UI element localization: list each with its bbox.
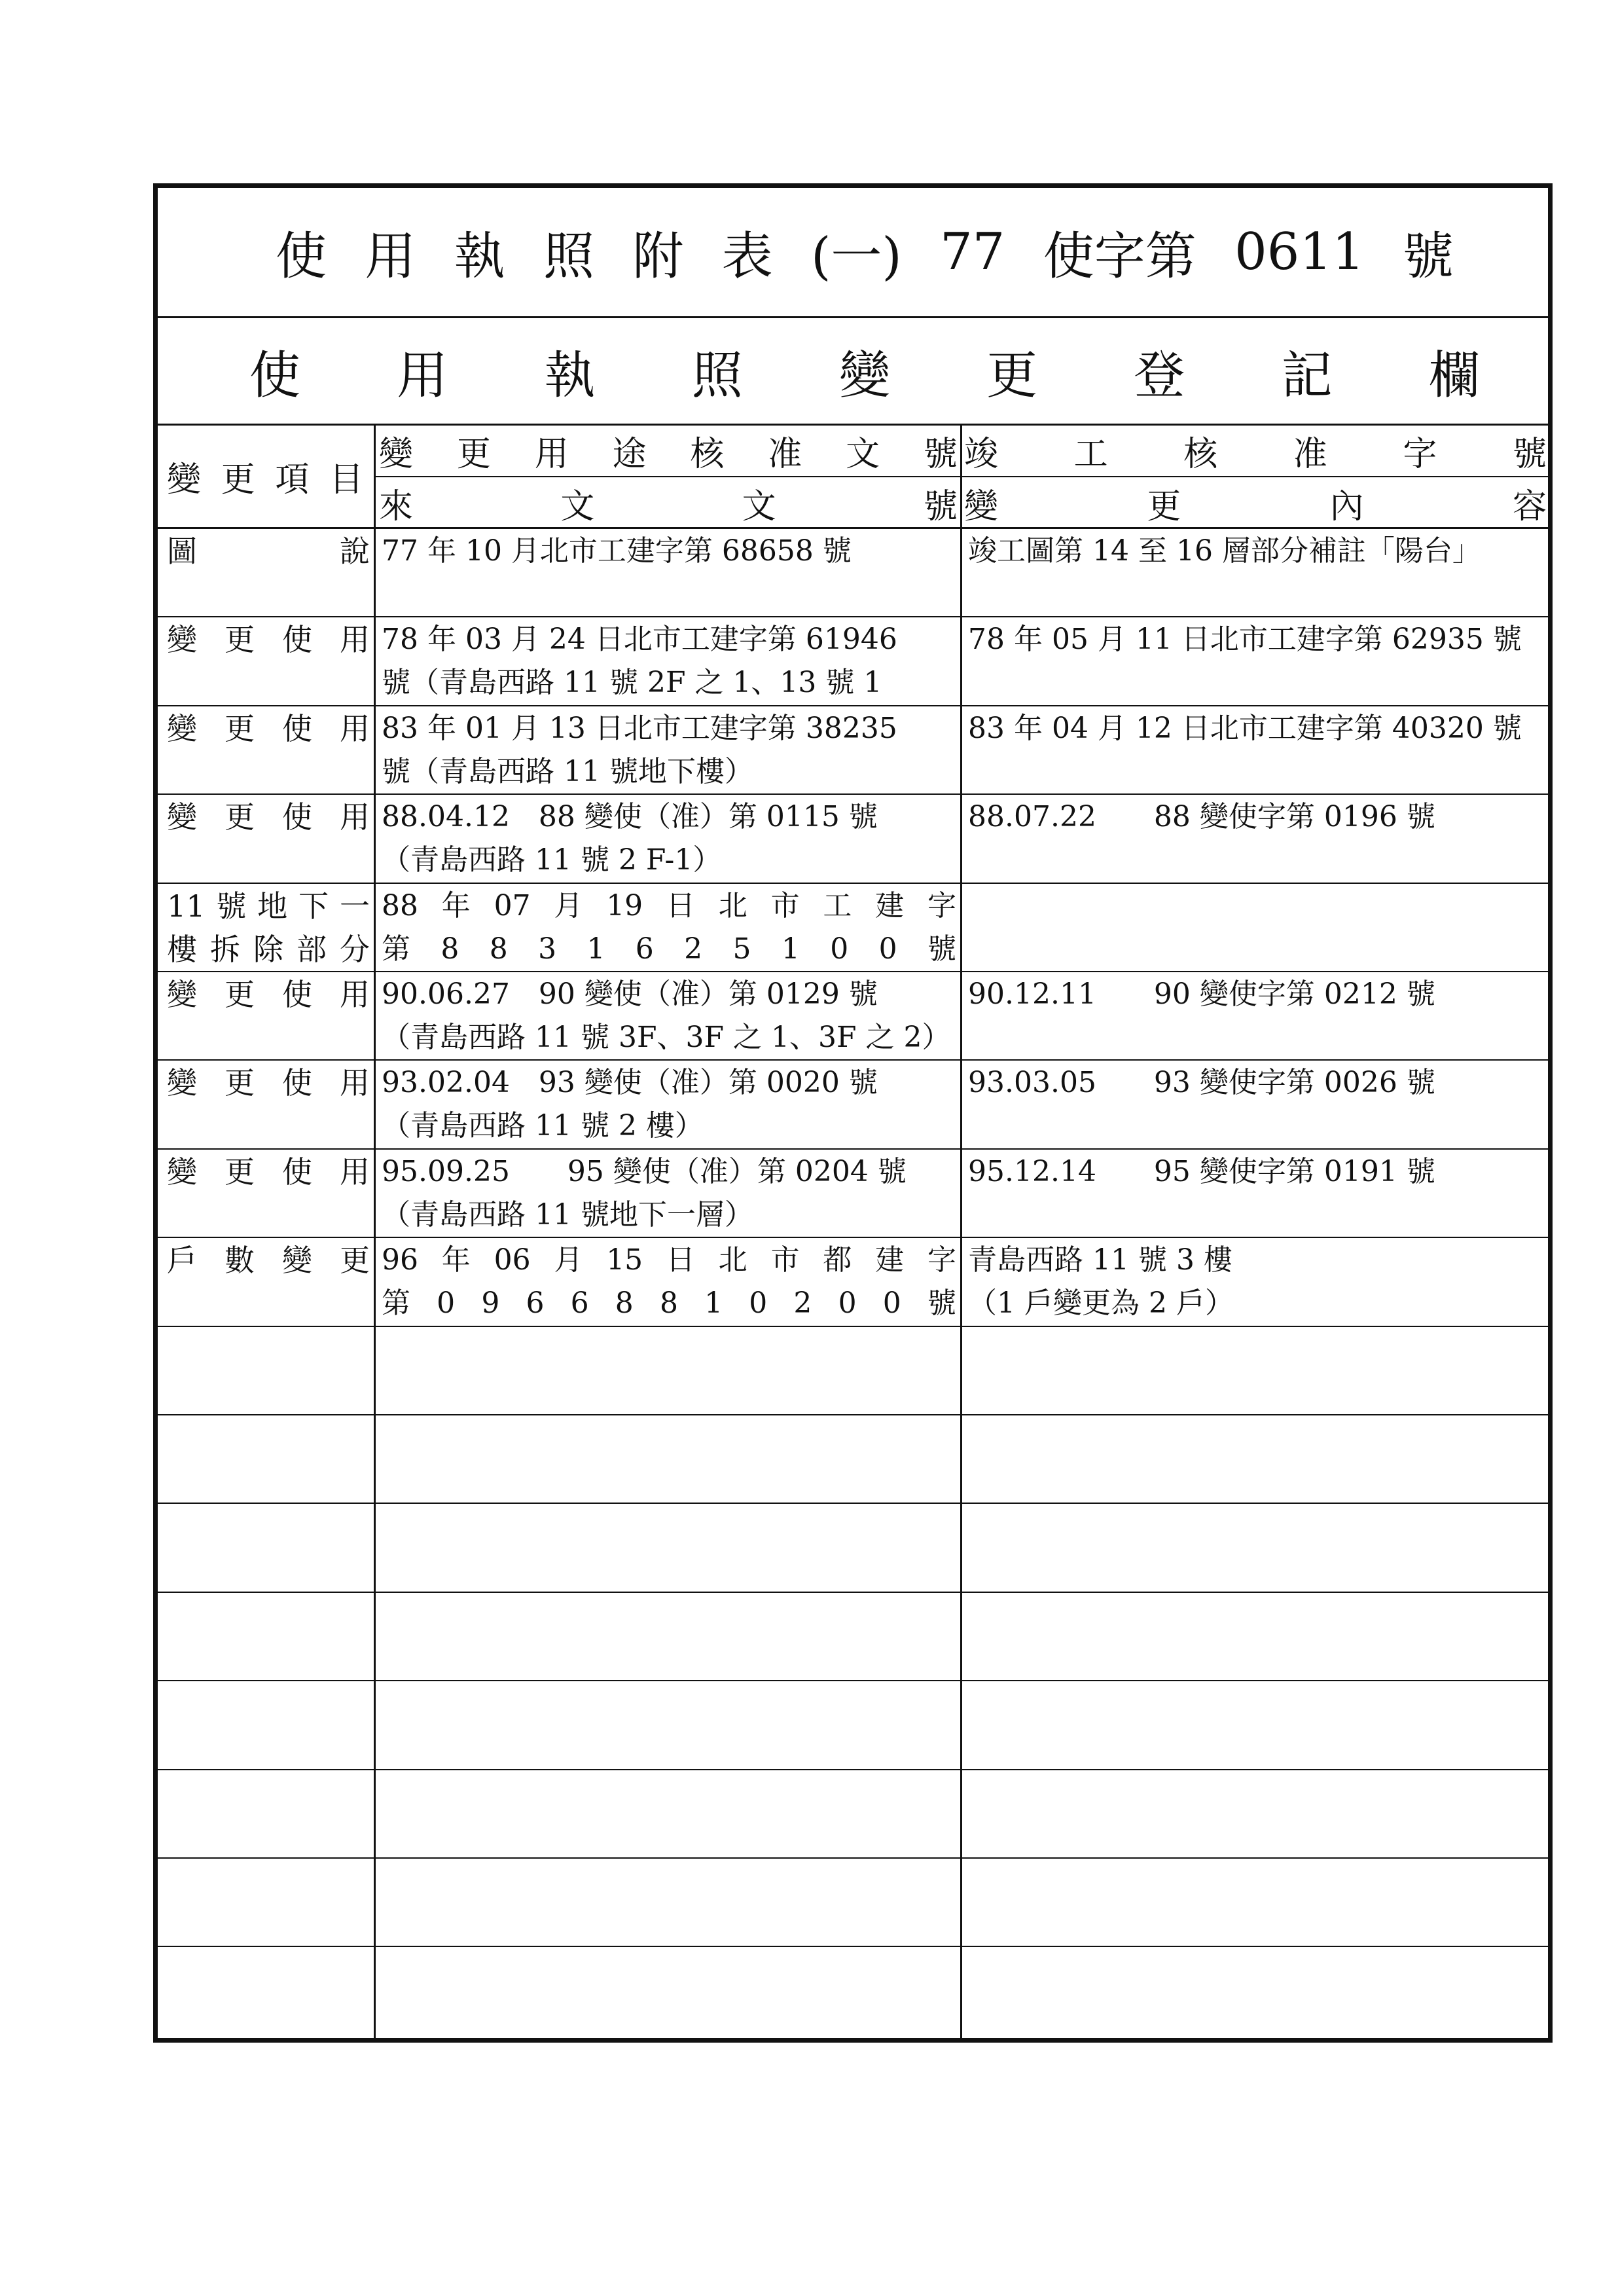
cell-text: 用 <box>340 799 370 835</box>
header-char: 途 <box>612 434 647 474</box>
cell-text: 93.02.04 93 變使（准）第 0020 號 <box>382 1066 878 1100</box>
cell-text: 年 <box>441 888 471 922</box>
cell-line <box>382 795 956 839</box>
header-char: 變 <box>167 460 202 500</box>
row-approval-doc <box>378 1948 956 2033</box>
cell-text: 變 <box>167 710 197 746</box>
cell-text: 數 <box>225 1243 255 1279</box>
cell-text: 市 <box>770 888 800 922</box>
cell-line <box>382 1282 956 1324</box>
cell-text: 6 <box>526 1286 545 1321</box>
header-char: (一) <box>810 227 902 286</box>
cell-text: 更 <box>340 1243 370 1279</box>
row-completion-content <box>964 1771 1544 1857</box>
header-char: 登 <box>1134 346 1185 405</box>
row-completion-content <box>964 530 1544 615</box>
cell-line <box>382 1104 956 1147</box>
row-approval-doc <box>378 1328 956 1413</box>
cell-line <box>968 973 1544 1016</box>
table-rule <box>960 424 962 2038</box>
header-change-content <box>964 477 1547 528</box>
row-approval-doc <box>378 884 956 970</box>
cell-text: 使 <box>282 1065 312 1101</box>
header-char: 號 <box>923 434 958 474</box>
cell-line <box>382 884 956 928</box>
cell-text: 字 <box>927 888 956 922</box>
cell-text: 戶 <box>167 1243 197 1279</box>
row-approval-doc <box>378 1682 956 1768</box>
row-change-item <box>167 1859 370 1945</box>
cell-text: 19 <box>606 888 643 922</box>
table-rule <box>158 883 1548 884</box>
cell-text: （1 戶變更為 2 戶） <box>968 1286 1234 1321</box>
table-rule <box>158 527 1548 529</box>
cell-line <box>167 884 370 928</box>
cell-line <box>382 1194 956 1236</box>
table-rule <box>158 1059 1548 1061</box>
cell-text: 字 <box>927 1243 956 1277</box>
cell-text: 77 年 10 月北市工建字第 68658 號 <box>382 534 852 568</box>
cell-text: 號 <box>927 932 956 966</box>
table-rule <box>158 424 1548 426</box>
cell-text: 15 <box>606 1243 643 1277</box>
row-change-item <box>167 795 370 881</box>
cell-line <box>382 1016 956 1059</box>
header-char: 77 <box>940 223 1005 282</box>
header-char: 欄 <box>1428 346 1480 405</box>
cell-text: （青島西路 11 號 3F、3F 之 1、3F 之 2） <box>382 1021 951 1054</box>
header-char: 號 <box>1512 434 1547 474</box>
row-approval-doc <box>378 973 956 1059</box>
cell-text: 1 <box>704 1286 723 1321</box>
row-completion-content <box>964 884 1544 970</box>
cell-text: 部 <box>297 931 327 967</box>
cell-text: 圖 <box>167 534 197 569</box>
table-rule <box>158 1680 1548 1681</box>
cell-line <box>382 973 956 1016</box>
row-completion-content <box>964 618 1544 704</box>
header-char: 記 <box>1281 346 1333 405</box>
cell-line <box>167 1239 370 1282</box>
header-char: 附 <box>632 227 684 286</box>
row-approval-doc <box>378 1594 956 1679</box>
cell-line <box>968 1061 1544 1104</box>
cell-text: 8 <box>489 932 508 966</box>
cell-line <box>167 530 370 573</box>
cell-text: 8 <box>659 1286 678 1321</box>
row-approval-doc <box>378 795 956 881</box>
cell-text: 2 <box>793 1286 812 1321</box>
cell-line <box>167 973 370 1016</box>
row-change-item <box>167 1948 370 2033</box>
row-completion-content <box>964 1061 1544 1147</box>
form-title <box>276 188 1454 316</box>
cell-text: 變 <box>167 622 197 658</box>
cell-text: 北 <box>718 1243 747 1277</box>
row-completion-content <box>964 1328 1544 1413</box>
header-char: 更 <box>1147 486 1181 526</box>
table-rule <box>374 424 376 2038</box>
cell-line <box>167 1150 370 1194</box>
cell-text: 用 <box>340 710 370 746</box>
cell-text: 0 <box>749 1286 768 1321</box>
row-completion-content <box>964 1594 1544 1679</box>
header-char: 照 <box>543 227 594 286</box>
header-char: 文 <box>846 434 880 474</box>
cell-text: 號（青島西路 11 號 2F 之 1、13 號 1 <box>382 666 882 700</box>
cell-text: 竣工圖第 14 至 16 層部分補註「陽台」 <box>968 534 1481 568</box>
cell-text: 號 <box>927 1286 956 1321</box>
table-rule <box>158 705 1548 706</box>
header-char: 用 <box>534 434 569 474</box>
cell-line <box>968 1282 1544 1324</box>
table-rule <box>158 1414 1548 1415</box>
cell-line <box>968 530 1544 573</box>
row-change-item <box>167 1771 370 1857</box>
table-rule <box>158 971 1548 972</box>
cell-text: 11 <box>167 888 206 924</box>
header-incoming-doc-no <box>379 477 958 528</box>
cell-line <box>968 795 1544 839</box>
row-change-item <box>167 1416 370 1502</box>
table-rule <box>158 1148 1548 1150</box>
cell-line <box>382 1239 956 1282</box>
cell-text: 更 <box>225 1154 255 1190</box>
header-completion-approval-no <box>964 425 1547 476</box>
header-char: 竣 <box>964 434 999 474</box>
cell-text: 變 <box>282 1243 312 1279</box>
header-char: 文 <box>560 486 595 526</box>
cell-text: 建 <box>875 888 905 922</box>
row-approval-doc <box>378 1239 956 1324</box>
cell-line <box>382 530 956 573</box>
cell-text: 用 <box>340 1065 370 1101</box>
cell-line <box>382 707 956 750</box>
row-approval-doc <box>378 1150 956 1236</box>
table-rule <box>158 1592 1548 1593</box>
cell-text: 日 <box>666 888 695 922</box>
cell-text: 變 <box>167 1154 197 1190</box>
cell-line <box>167 1061 370 1104</box>
row-change-item <box>167 1682 370 1768</box>
row-completion-content <box>964 1150 1544 1236</box>
cell-text: （青島西路 11 號地下一層） <box>382 1197 753 1231</box>
cell-text: 說 <box>340 534 370 569</box>
cell-text: 月 <box>554 888 583 922</box>
cell-text: 日 <box>666 1243 695 1277</box>
cell-text: 都 <box>823 1243 852 1277</box>
cell-text: 除 <box>253 931 283 967</box>
header-char: 變 <box>838 346 890 405</box>
cell-text: 變 <box>167 799 197 835</box>
cell-text: 0 <box>882 1286 901 1321</box>
cell-text: 用 <box>340 622 370 658</box>
row-completion-content <box>964 1682 1544 1768</box>
cell-text: 變 <box>167 1065 197 1101</box>
row-completion-content <box>964 795 1544 881</box>
cell-text: 1 <box>781 932 800 966</box>
cell-text: 6 <box>570 1286 589 1321</box>
header-char: 執 <box>544 346 596 405</box>
row-change-item <box>167 1239 370 1324</box>
cell-text: 用 <box>340 977 370 1012</box>
row-change-item <box>167 618 370 704</box>
header-char: 准 <box>1293 434 1327 474</box>
cell-text: 號 <box>216 888 247 924</box>
row-change-item <box>167 884 370 970</box>
row-change-item <box>167 973 370 1059</box>
cell-text: 0 <box>830 932 849 966</box>
cell-text: （青島西路 11 號 2 樓） <box>382 1109 704 1143</box>
cell-text: 變 <box>167 977 197 1012</box>
cell-text: 88.04.12 88 變使（准）第 0115 號 <box>382 800 878 834</box>
cell-text: 90.06.27 90 變使（准）第 0129 號 <box>382 977 878 1011</box>
row-completion-content <box>964 1504 1544 1590</box>
row-change-item <box>167 707 370 793</box>
cell-text: 樓 <box>167 931 197 967</box>
cell-text: 一 <box>339 888 370 924</box>
cell-text: （青島西路 11 號 2 F-1） <box>382 843 722 877</box>
cell-text: 95.12.14 95 變使字第 0191 號 <box>968 1154 1435 1188</box>
cell-text: 第 <box>382 932 410 966</box>
row-approval-doc <box>378 1504 956 1590</box>
header-char: 0611 <box>1234 223 1365 282</box>
cell-text: 分 <box>340 931 370 967</box>
header-char: 照 <box>691 346 743 405</box>
header-char: 用 <box>365 227 416 286</box>
header-char: 工 <box>1073 434 1108 474</box>
cell-text: 青島西路 11 號 3 樓 <box>968 1243 1232 1277</box>
cell-text: 更 <box>225 799 255 835</box>
cell-text: 78 年 05 月 11 日北市工建字第 62935 號 <box>968 623 1522 657</box>
row-completion-content <box>964 1948 1544 2033</box>
header-char: 目 <box>329 460 363 500</box>
header-char: 核 <box>1183 434 1218 474</box>
header-char: 使 <box>249 346 301 405</box>
table-rule <box>158 1857 1548 1859</box>
cell-text: 2 <box>684 932 703 966</box>
row-change-item <box>167 1061 370 1147</box>
cell-line <box>968 1239 1544 1282</box>
cell-line <box>382 839 956 881</box>
header-char: 來 <box>379 486 414 526</box>
row-approval-doc <box>378 707 956 793</box>
cell-text: 拆 <box>210 931 240 967</box>
header-char: 更 <box>221 460 255 500</box>
cell-line <box>968 707 1544 750</box>
table-rule <box>158 1503 1548 1504</box>
cell-text: 使 <box>282 977 312 1012</box>
cell-text: 83 年 01 月 13 日北市工建字第 38235 <box>382 711 897 745</box>
cell-text: 07 <box>494 888 531 922</box>
cell-text: 更 <box>225 710 255 746</box>
header-char: 號 <box>1402 227 1454 286</box>
cell-text: 下 <box>298 888 329 924</box>
cell-text: 88 <box>382 888 418 922</box>
header-char: 使 <box>276 227 327 286</box>
cell-text: 8 <box>615 1286 634 1321</box>
cell-text: 8 <box>440 932 459 966</box>
table-rule <box>158 616 1548 617</box>
row-approval-doc <box>378 530 956 615</box>
cell-text: 北 <box>718 888 747 922</box>
row-approval-doc <box>378 1771 956 1857</box>
cell-text: 使 <box>282 622 312 658</box>
row-completion-content <box>964 973 1544 1059</box>
row-change-item <box>167 1594 370 1679</box>
cell-text: 更 <box>225 1065 255 1101</box>
cell-text: 使 <box>282 1154 312 1190</box>
header-char: 表 <box>721 227 773 286</box>
cell-text: 1 <box>586 932 605 966</box>
table-rule <box>158 793 1548 795</box>
cell-line <box>382 750 956 793</box>
cell-line <box>968 1150 1544 1194</box>
cell-text: 0 <box>838 1286 857 1321</box>
usage-license-change-register-form <box>153 183 1553 2043</box>
row-approval-doc <box>378 1061 956 1147</box>
cell-text: 更 <box>225 977 255 1012</box>
header-char: 更 <box>456 434 491 474</box>
cell-text: 88.07.22 88 變使字第 0196 號 <box>968 800 1435 834</box>
header-char: 變 <box>964 486 999 526</box>
cell-line <box>382 928 956 970</box>
cell-text: 建 <box>875 1243 905 1277</box>
header-char: 使字第 <box>1043 227 1196 286</box>
header-char: 更 <box>986 346 1038 405</box>
cell-text: 使 <box>282 710 312 746</box>
cell-line <box>167 707 370 750</box>
row-change-item <box>167 1504 370 1590</box>
header-char: 執 <box>454 227 505 286</box>
cell-text: 5 <box>732 932 751 966</box>
row-change-item <box>167 530 370 615</box>
cell-text: 月 <box>554 1243 583 1277</box>
cell-text: 96 <box>382 1243 418 1277</box>
cell-text: 使 <box>282 799 312 835</box>
cell-text: 95.09.25 95 變使（准）第 0204 號 <box>382 1154 907 1188</box>
header-char: 准 <box>768 434 802 474</box>
cell-line <box>382 618 956 661</box>
cell-text: 市 <box>770 1243 800 1277</box>
header-char: 內 <box>1329 486 1364 526</box>
cell-text: 號（青島西路 11 號地下樓） <box>382 754 753 788</box>
header-char: 字 <box>1403 434 1437 474</box>
header-char: 容 <box>1512 486 1547 526</box>
cell-text: 第 <box>382 1286 410 1321</box>
header-char: 變 <box>379 434 414 474</box>
cell-text: 06 <box>494 1243 531 1277</box>
cell-text: 9 <box>481 1286 500 1321</box>
cell-line <box>968 618 1544 661</box>
cell-text: 6 <box>635 932 654 966</box>
table-rule <box>158 1769 1548 1770</box>
header-char: 核 <box>690 434 725 474</box>
row-approval-doc <box>378 618 956 704</box>
cell-text: 93.03.05 93 變使字第 0026 號 <box>968 1066 1435 1100</box>
header-char: 號 <box>923 486 958 526</box>
cell-line <box>167 795 370 839</box>
cell-text: 83 年 04 月 12 日北市工建字第 40320 號 <box>968 711 1522 745</box>
row-completion-content <box>964 1416 1544 1502</box>
row-completion-content <box>964 1239 1544 1324</box>
cell-text: 0 <box>878 932 897 966</box>
cell-text: 90.12.11 90 變使字第 0212 號 <box>968 977 1435 1011</box>
form-subtitle <box>249 319 1480 424</box>
row-change-item <box>167 1328 370 1413</box>
row-change-item <box>167 1150 370 1236</box>
cell-text: 78 年 03 月 24 日北市工建字第 61946 <box>382 623 897 657</box>
cell-text: 地 <box>257 888 288 924</box>
table-rule <box>158 1237 1548 1238</box>
cell-line <box>167 618 370 661</box>
cell-text: 0 <box>437 1286 456 1321</box>
row-approval-doc <box>378 1859 956 1945</box>
cell-text: 用 <box>340 1154 370 1190</box>
row-completion-content <box>964 707 1544 793</box>
header-char: 項 <box>275 460 310 500</box>
table-rule <box>158 1946 1548 1947</box>
cell-text: 3 <box>538 932 557 966</box>
cell-text: 工 <box>823 888 852 922</box>
cell-line <box>382 661 956 704</box>
cell-line <box>382 1150 956 1194</box>
row-completion-content <box>964 1859 1544 1945</box>
table-rule <box>158 316 1548 318</box>
header-approval-doc-no <box>379 425 958 476</box>
cell-line <box>382 1061 956 1104</box>
header-char: 用 <box>397 346 448 405</box>
table-rule <box>158 1326 1548 1327</box>
header-char: 文 <box>742 486 776 526</box>
cell-text: 更 <box>225 622 255 658</box>
cell-line <box>167 928 370 970</box>
cell-text: 年 <box>441 1243 471 1277</box>
header-change-item <box>167 425 363 527</box>
row-approval-doc <box>378 1416 956 1502</box>
